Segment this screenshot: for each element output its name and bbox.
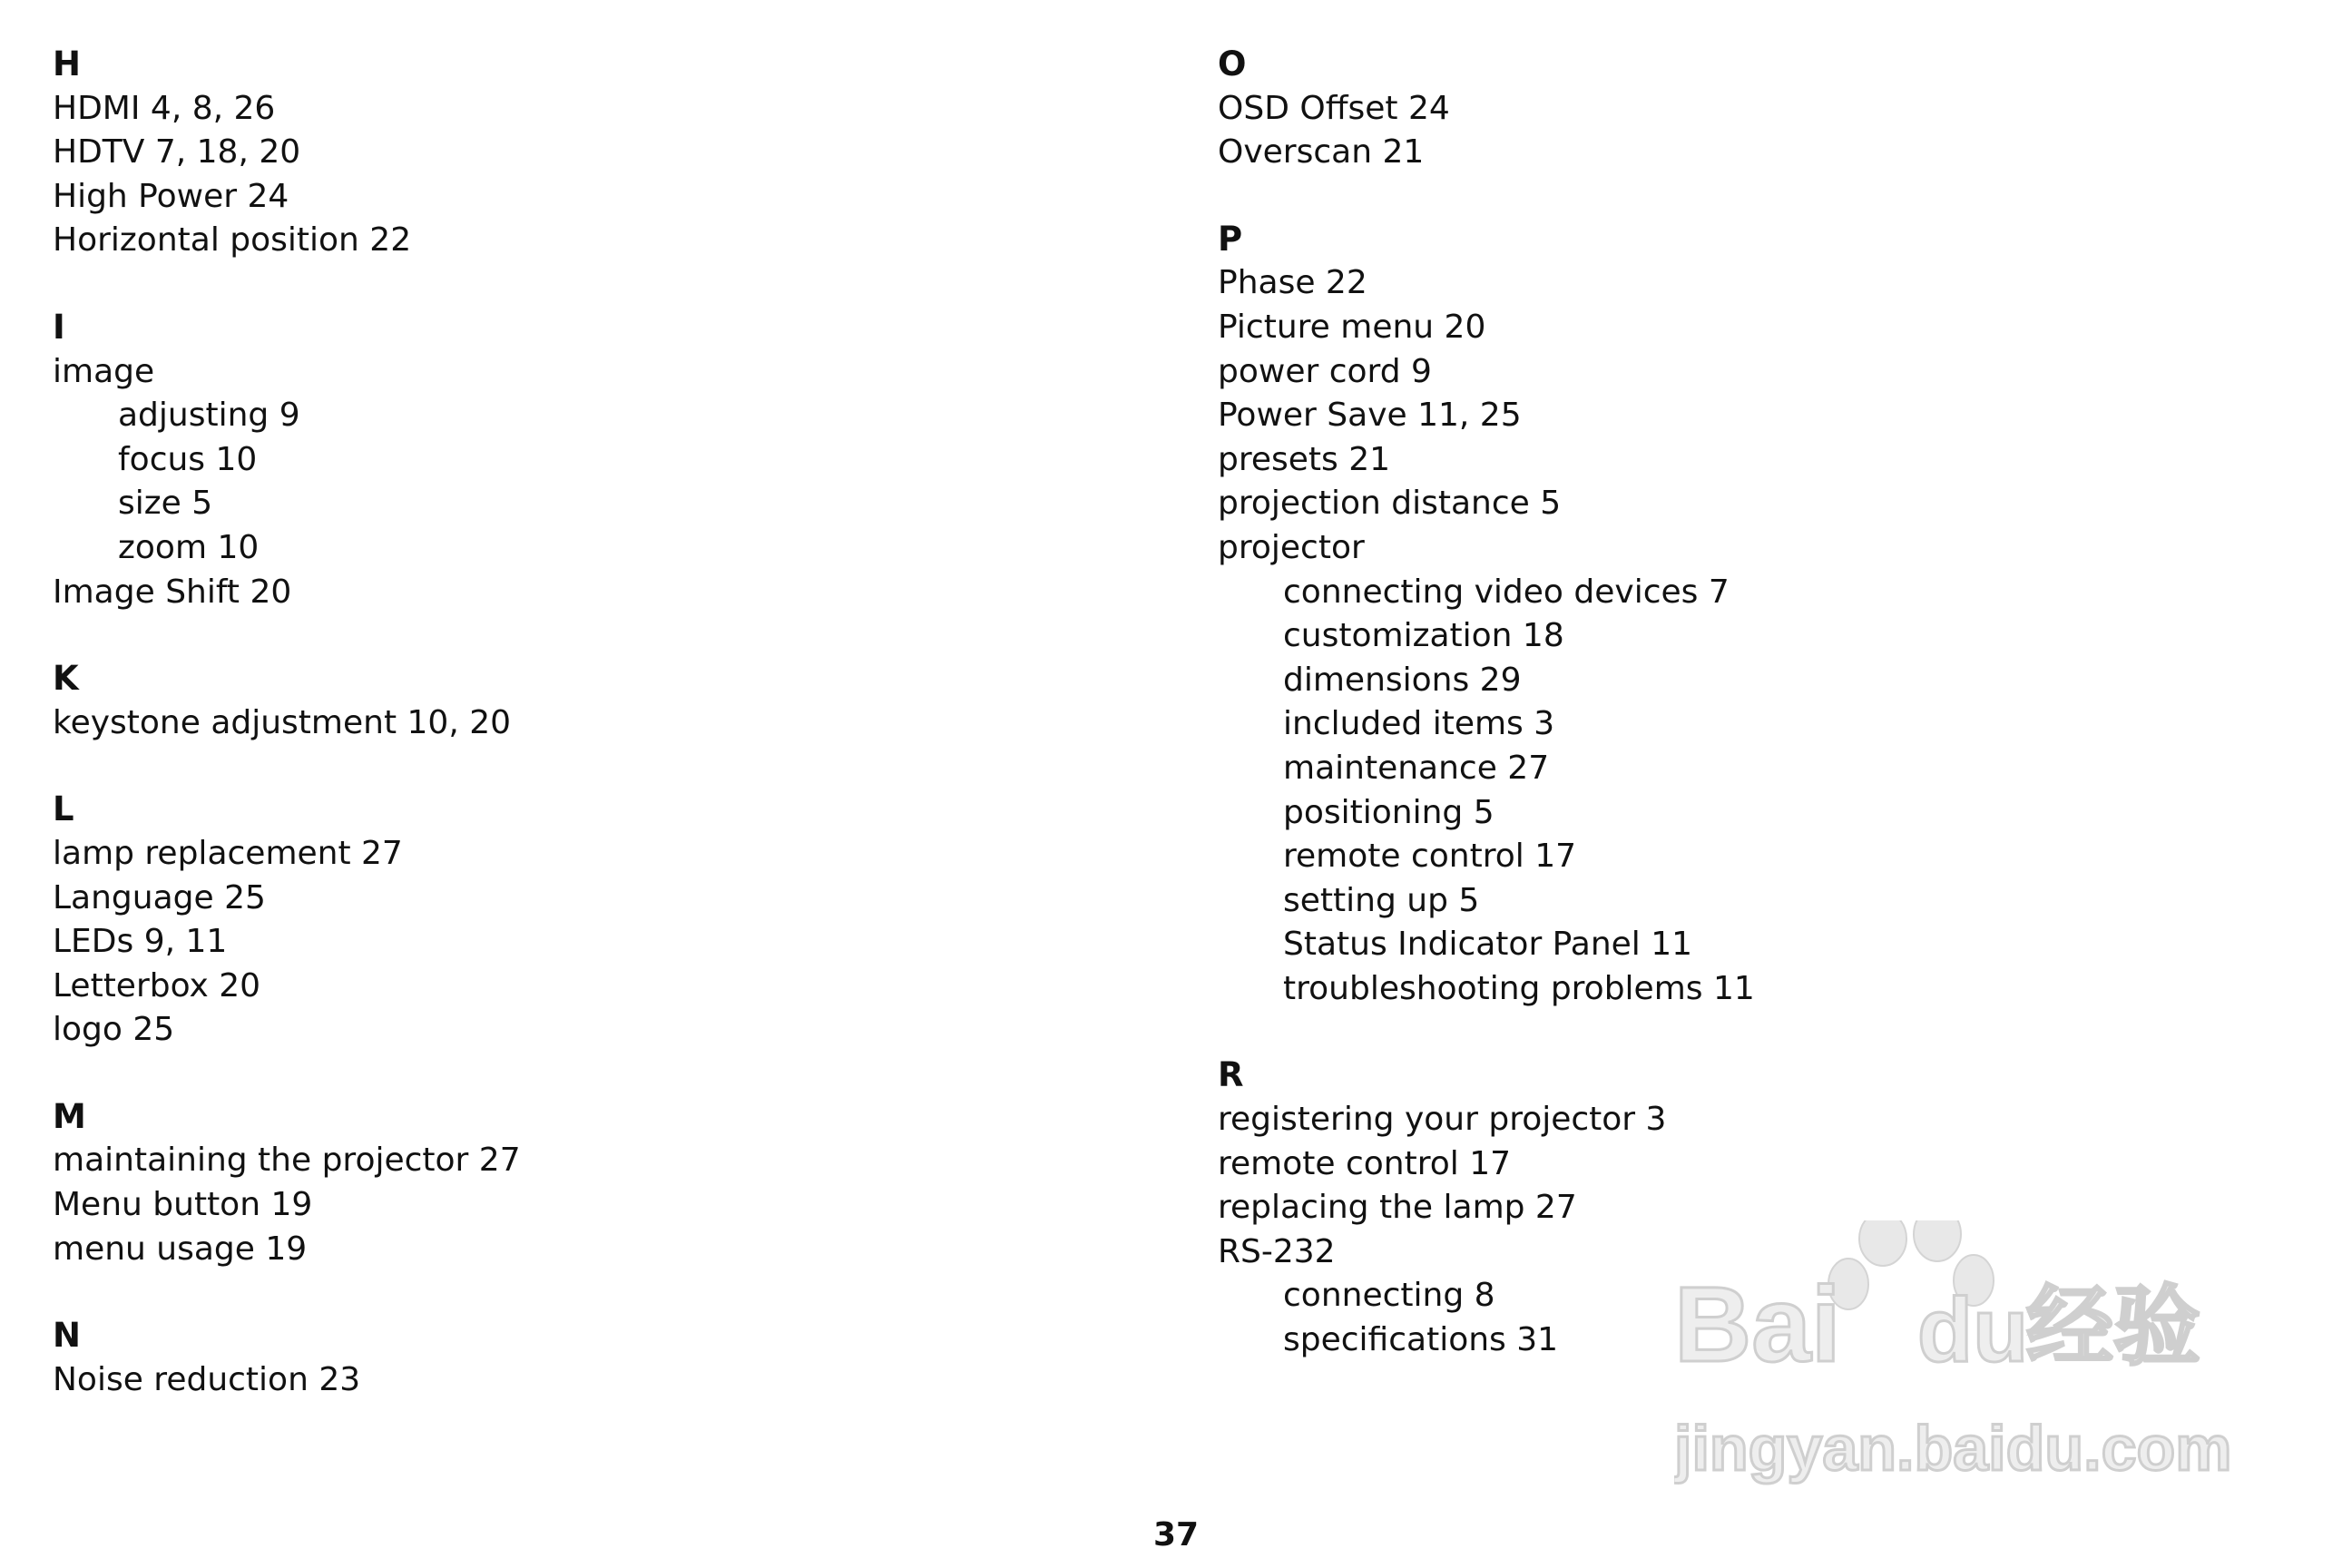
index-entry: Power Save 11, 25 xyxy=(1218,397,1522,435)
index-entry: replacing the lamp 27 xyxy=(1218,1189,1577,1227)
index-section-l xyxy=(53,788,1096,1053)
index-subentry: included items 3 xyxy=(1283,705,1555,743)
index-entry: maintaining the projector 27 xyxy=(53,1142,521,1180)
index-entry: HDTV 7, 18, 20 xyxy=(53,133,301,172)
index-section-i xyxy=(53,306,1096,614)
index-entry: LEDs 9, 11 xyxy=(53,923,228,961)
index-entry: Horizontal position 22 xyxy=(53,221,412,260)
index-subentry: zoom 10 xyxy=(118,528,260,566)
index-section-k xyxy=(53,657,1096,745)
section-letter: O xyxy=(1218,44,1247,83)
index-section-o xyxy=(1218,43,2261,175)
index-entry: RS-232 xyxy=(1218,1232,1336,1270)
index-subentry: setting up 5 xyxy=(1283,881,1480,919)
index-subentry: specifications 31 xyxy=(1283,1321,1559,1359)
index-entry: projector xyxy=(1218,528,1365,566)
index-subentry: connecting video devices 7 xyxy=(1283,573,1730,611)
index-entry: Phase 22 xyxy=(1218,264,1367,302)
index-entry: registering your projector 3 xyxy=(1218,1101,1667,1139)
index-subentry: connecting 8 xyxy=(1283,1277,1495,1315)
section-letter: L xyxy=(53,789,74,829)
index-entry: lamp replacement 27 xyxy=(53,834,403,872)
index-entry: presets 21 xyxy=(1218,440,1391,478)
index-entry: keystone adjustment 10, 20 xyxy=(53,703,512,741)
index-subentry: dimensions 29 xyxy=(1283,661,1522,699)
index-subentry: adjusting 9 xyxy=(118,397,300,435)
index-column-right xyxy=(1218,43,2261,1406)
index-subentry: Status Indicator Panel 11 xyxy=(1283,926,1693,964)
index-entry: High Power 24 xyxy=(53,177,289,215)
index-entry: Picture menu 20 xyxy=(1218,308,1486,346)
index-subentry: customization 18 xyxy=(1283,617,1564,655)
index-column-left xyxy=(53,43,1096,1445)
watermark-du: du xyxy=(1917,1279,2029,1381)
index-entry: Menu button 19 xyxy=(53,1186,313,1224)
section-letter: R xyxy=(1218,1055,1244,1095)
index-entry: HDMI 4, 8, 26 xyxy=(53,89,276,127)
section-letter: M xyxy=(53,1096,86,1136)
watermark-jingyan: 经验 xyxy=(2026,1276,2200,1377)
index-entry: logo 25 xyxy=(53,1011,175,1049)
index-subentry: troubleshooting problems 11 xyxy=(1283,969,1755,1007)
index-section-n xyxy=(53,1314,1096,1402)
index-entry: Language 25 xyxy=(53,878,266,916)
watermark-brand: Bai xyxy=(1674,1265,1841,1385)
index-entry: power cord 9 xyxy=(1218,352,1432,390)
section-letter: H xyxy=(53,44,81,83)
index-entry: image xyxy=(53,352,155,390)
section-letter: I xyxy=(53,307,65,347)
index-entry: menu usage 19 xyxy=(53,1230,308,1268)
index-section-p xyxy=(1218,218,2261,1012)
index-subentry: maintenance 27 xyxy=(1283,749,1550,787)
section-letter: P xyxy=(1218,219,1243,259)
index-subentry: focus 10 xyxy=(118,440,258,478)
index-entry: Image Shift 20 xyxy=(53,573,292,611)
watermark-url: jingyan.baidu.com xyxy=(1674,1413,2232,1484)
page-number: 37 xyxy=(1152,1516,1200,1553)
index-subentry: positioning 5 xyxy=(1283,793,1494,831)
index-entry: OSD Offset 24 xyxy=(1218,89,1450,127)
index-entry: projection distance 5 xyxy=(1218,485,1562,523)
section-letter: K xyxy=(53,659,79,699)
index-entry: Noise reduction 23 xyxy=(53,1360,361,1398)
index-entry: Letterbox 20 xyxy=(53,966,261,1004)
index-entry: remote control 17 xyxy=(1218,1144,1511,1182)
index-subentry: remote control 17 xyxy=(1283,838,1576,876)
index-subentry: size 5 xyxy=(118,485,213,523)
index-entry: Overscan 21 xyxy=(1218,133,1425,172)
baidu-jingyan-watermark xyxy=(1674,1220,2237,1493)
section-letter: N xyxy=(53,1316,81,1356)
index-section-h xyxy=(53,43,1096,263)
index-section-m xyxy=(53,1095,1096,1271)
